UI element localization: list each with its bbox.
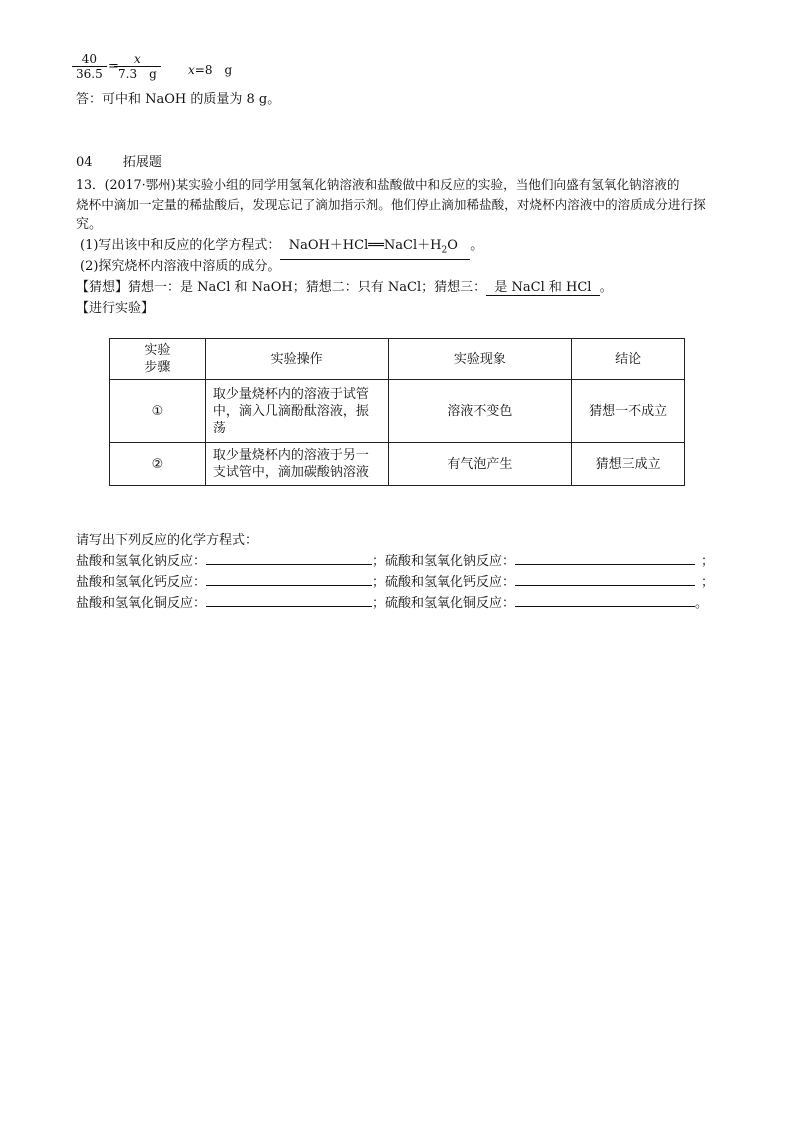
fraction-numerator: x — [134, 52, 141, 66]
fraction-40-over-36-5 — [72, 52, 107, 81]
hypothesis-answer: 是 NaCl 和 HCl — [486, 280, 600, 296]
table-header-row — [110, 339, 685, 380]
row-operation: 取少量烧杯内的溶液于试管 中，滴入几滴酚酞溶液，振 荡 — [205, 380, 388, 443]
row-phenomenon: 有气泡产生 — [388, 443, 572, 486]
row-operation: 取少量烧杯内的溶液于另一 支试管中，滴加碳酸钠溶液 — [205, 443, 388, 486]
fraction-numerator: 40 — [81, 52, 97, 66]
answer-blank[interactable] — [515, 594, 695, 607]
question-13-line-2: 烧杯中滴加一定量的稀盐酸后，发现忘记了滴加指示剂。他们停止滴加稀盐酸，对烧杯内溶液中的溶质成分进行探 — [76, 197, 706, 212]
hypothesis-line: 【猜想】猜想一：是 NaCl 和 NaOH；猜想二：只有 NaCl；猜想三： 是 NaCl 和 HCl 。 — [76, 280, 613, 295]
row-phenomenon: 溶液不变色 — [388, 380, 572, 443]
row-conclusion: 猜想三成立 — [572, 443, 685, 486]
section-title: 拓展题 — [122, 155, 162, 170]
experiment-heading: 【进行实验】 — [76, 301, 155, 316]
header-phenomenon: 实验现象 — [388, 339, 572, 380]
write-row: 盐酸和氢氧化钙反应： ；硫酸和氢氧化钙反应： ； — [76, 575, 715, 590]
answer-blank[interactable] — [206, 552, 372, 565]
answer-line: 答：可中和 NaOH 的质量为 8 g。 — [76, 92, 281, 107]
part-2: (2)探究烧杯内溶液中溶质的成分。 — [80, 259, 281, 274]
equals-sign: = — [108, 59, 119, 74]
experiment-table — [109, 338, 685, 486]
part-1-answer: $NaOH+HCl══NaCl+H_2O$ — [280, 238, 470, 260]
hypothesis-text: 【猜想】猜想一：是 NaCl 和 NaOH；猜想二：只有 NaCl；猜想三： — [76, 280, 487, 295]
answer-blank[interactable] — [206, 594, 372, 607]
write-label: 硫酸和氢氧化钙反应： — [385, 575, 516, 590]
result-value: =8 g — [194, 63, 233, 77]
table-row — [110, 443, 685, 486]
write-label: 盐酸和氢氧化钠反应： — [76, 554, 207, 569]
table-row — [110, 380, 685, 443]
result-expression — [188, 61, 232, 79]
question-13-line-3: 究。 — [76, 217, 103, 232]
answer-blank[interactable] — [515, 552, 695, 565]
answer-blank[interactable] — [206, 573, 372, 586]
write-label: 硫酸和氢氧化钠反应： — [385, 554, 516, 569]
write-row: 盐酸和氢氧化铜反应： ；硫酸和氢氧化铜反应： 。 — [76, 596, 709, 611]
part-1-prompt: (1)写出该中和反应的化学方程式： — [80, 238, 281, 253]
section-number: 04 — [76, 155, 93, 170]
row-step: ① — [110, 380, 206, 443]
section-heading — [76, 154, 162, 172]
fraction-denominator: 7.3 g — [114, 66, 161, 81]
fraction-x-over-7-3 — [114, 52, 161, 81]
result-variable: x — [188, 63, 195, 77]
write-label: 硫酸和氢氧化铜反应： — [385, 596, 516, 611]
header-step: 实验 步骤 — [110, 339, 206, 380]
row-step: ② — [110, 443, 206, 486]
write-label: 盐酸和氢氧化铜反应： — [76, 596, 207, 611]
fraction-denominator: 36.5 — [72, 66, 107, 81]
header-conclusion: 结论 — [572, 339, 685, 380]
header-operation: 实验操作 — [205, 339, 388, 380]
write-row: 盐酸和氢氧化钠反应： ；硫酸和氢氧化钠反应： ； — [76, 554, 715, 569]
question-13-line-1: 13．(2017·鄂州)某实验小组的同学用氢氧化钠溶液和盐酸做中和反应的实验，当他们向盛有氢氧化钠溶液的 — [76, 177, 680, 192]
row-conclusion: 猜想一不成立 — [572, 380, 685, 443]
write-label: 盐酸和氢氧化钙反应： — [76, 575, 207, 590]
answer-blank[interactable] — [515, 573, 695, 586]
part-1: (1)写出该中和反应的化学方程式： $NaOH+HCl══NaCl+H_2O$ 。 — [80, 237, 483, 260]
write-prompt: 请写出下列反应的化学方程式： — [76, 533, 259, 548]
